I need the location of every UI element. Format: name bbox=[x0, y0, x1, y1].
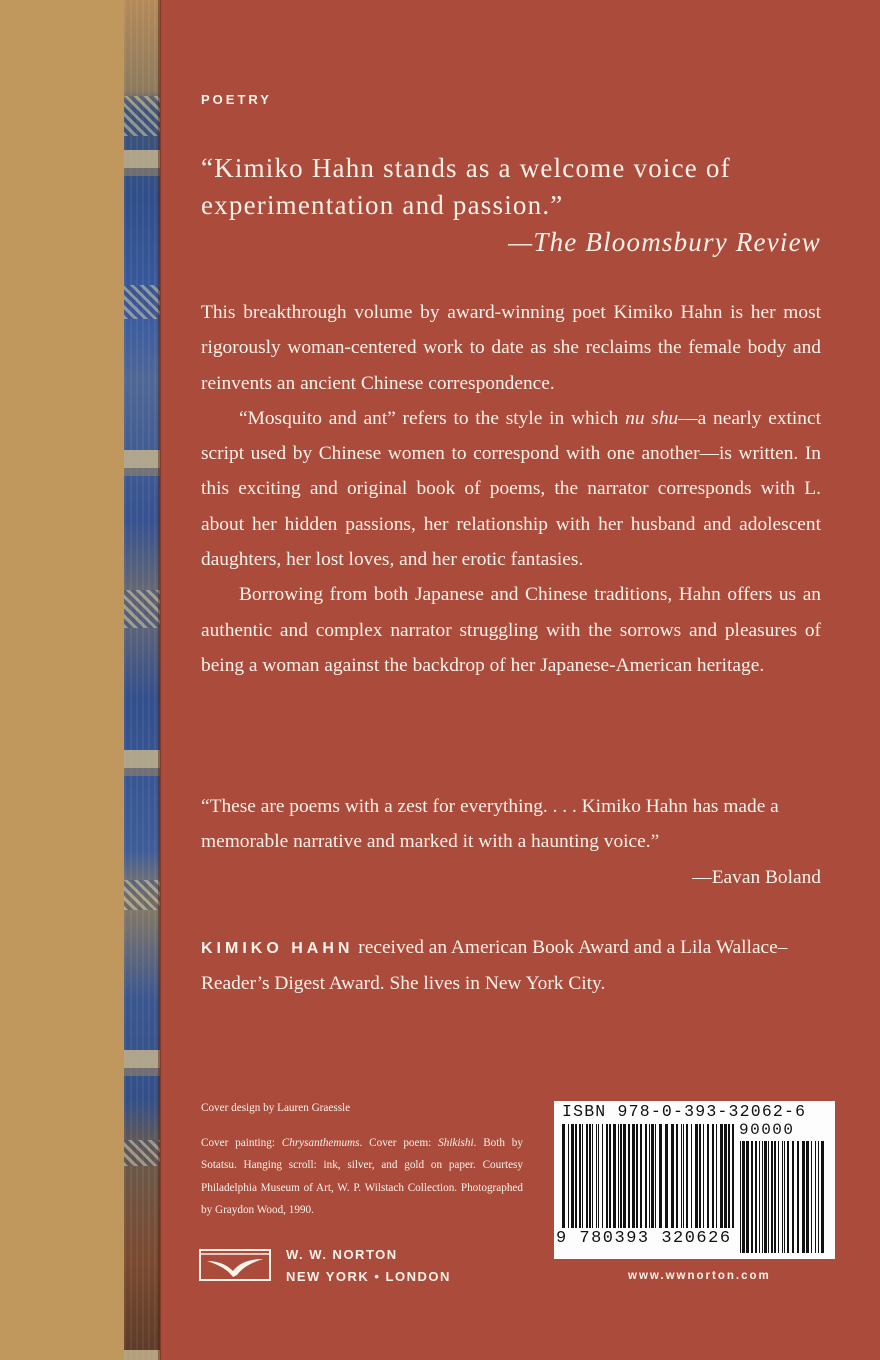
cover-design-credit: Cover design by Lauren Graessle bbox=[201, 1102, 351, 1114]
publisher-cities: NEW YORK • LONDON bbox=[286, 1269, 451, 1284]
description-paragraph-1: This breakthrough volume by award-winning poet Kimiko Hahn is her most rigorously woman-centered work to date as she reclaims the female body and reinvents an ancient Chinese correspondence. bbox=[201, 302, 821, 394]
review-quote-attribution: —Eavan Boland bbox=[692, 866, 821, 888]
isbn-number: ISBN 978-0-393-32062-6 bbox=[562, 1102, 807, 1121]
pull-quote bbox=[201, 150, 821, 261]
review-quote-text: “These are poems with a zest for everything. . . . Kimiko Hahn has made a memorable narrative and marked it with a haunting voice.” bbox=[201, 796, 779, 853]
description-paragraph-3: Borrowing from both Japanese and Chinese traditions, Hahn offers us an authentic and complex narrator struggling with the sorrows and pleasures of being a woman against the backdrop of her Japanese-American heritage. bbox=[201, 584, 821, 676]
price-addon-bars bbox=[740, 1141, 830, 1253]
price-addon-digits: 90000 bbox=[739, 1121, 795, 1139]
description-paragraph-2: “Mosquito and ant” refers to the style in which nu shu—a nearly extinct script used by Chinese women to correspond with one another—is written. In this exciting and original book of poems, the narrator corresponds with L. about her hidden passions, her relationship with her husband and adolescent daughters, her lost loves, and her erotic fantasies. bbox=[201, 407, 821, 571]
isbn-barcode bbox=[554, 1101, 835, 1259]
author-name: KIMIKO HAHN bbox=[201, 940, 354, 957]
author-bio bbox=[201, 930, 821, 1002]
review-quote bbox=[201, 789, 821, 895]
pull-quote-attribution: —The Bloomsbury Review bbox=[508, 227, 821, 257]
publisher-website: www.wwnorton.com bbox=[628, 1270, 771, 1282]
category-label: POETRY bbox=[201, 92, 272, 107]
publisher-imprint bbox=[286, 1244, 451, 1288]
cover-credits bbox=[201, 1097, 523, 1222]
ean-digits: 9 780393 320626 bbox=[556, 1229, 732, 1248]
author-bio-text: received an American Book Award and a Lila Wallace–Reader’s Digest Award. She lives in New York City. bbox=[201, 937, 788, 995]
pull-quote-text: “Kimiko Hahn stands as a welcome voice of experimentation and passion.” bbox=[201, 153, 731, 220]
spine-strip bbox=[0, 0, 124, 1360]
norton-seagull-logo-icon bbox=[199, 1247, 271, 1283]
book-description bbox=[201, 295, 821, 683]
scroll-edge bbox=[158, 0, 161, 1360]
cover-painting-credit: Cover painting: Chrysanthemums. Cover poem: Shikishi. Both by Sotatsu. Hanging scroll: ink, silver, and gold on paper. Courtesy Philadelphia Museum of Art, W. P. Wilstach Collection. Photographed by Graydon Wood, 1990. bbox=[201, 1136, 523, 1217]
ean-barcode-bars bbox=[562, 1124, 734, 1228]
publisher-name: W. W. NORTON bbox=[286, 1247, 398, 1262]
hanging-scroll-image bbox=[124, 0, 160, 1360]
